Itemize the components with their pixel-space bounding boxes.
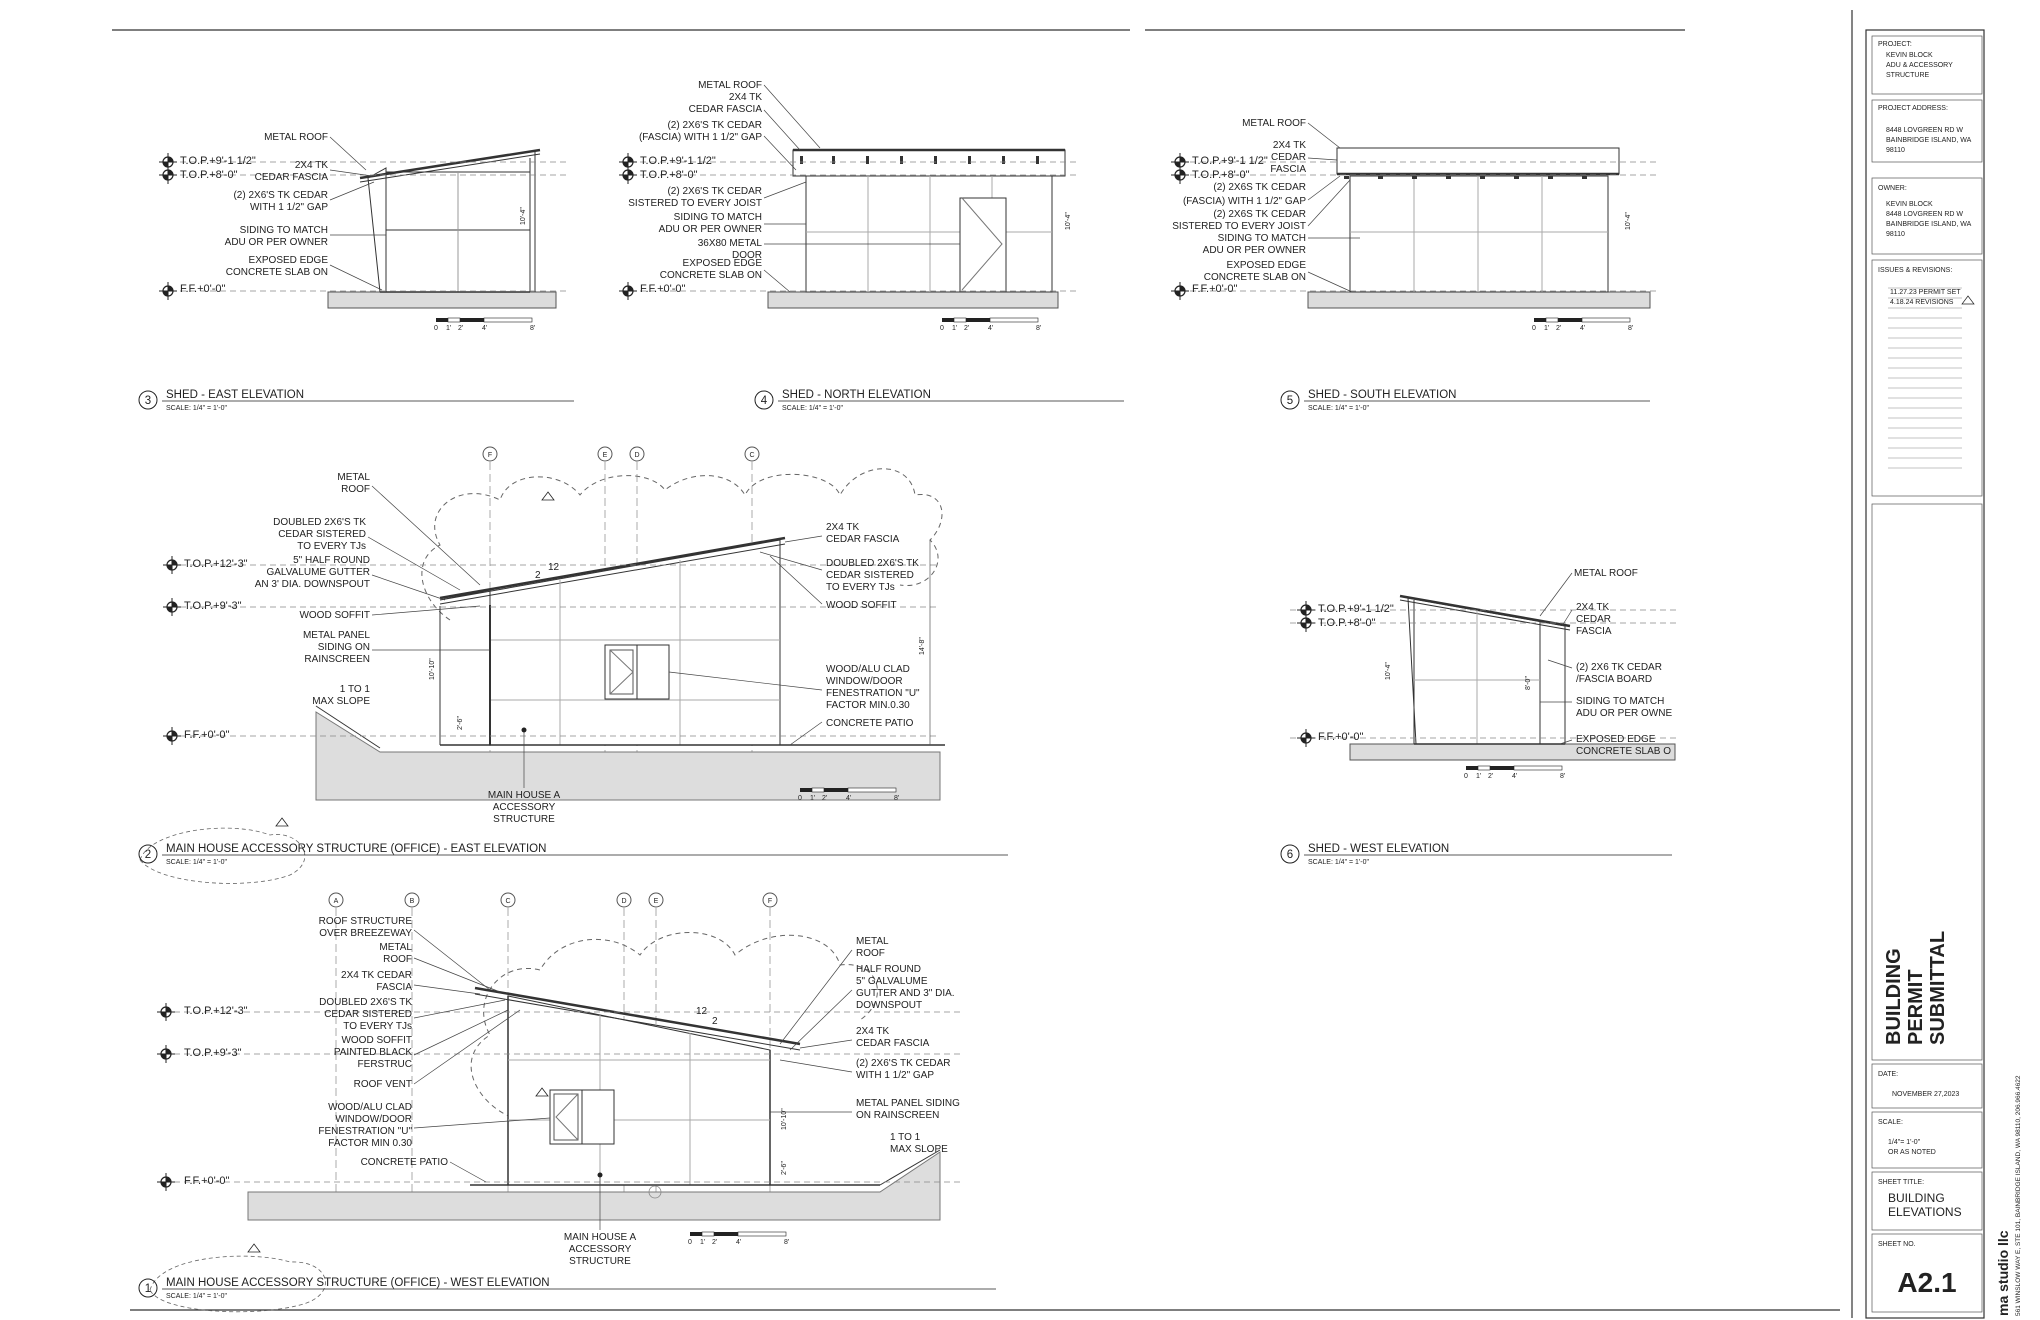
note: STRUCTURE — [493, 814, 555, 825]
dimension: 8'-0" — [1525, 676, 1532, 690]
grid-label: A — [333, 898, 339, 905]
svg-text:8': 8' — [1628, 325, 1634, 332]
dimension: 10'-4" — [1625, 212, 1632, 230]
note: STRUCTURE — [569, 1256, 631, 1267]
level-plate: T.O.P.+9'-3" — [184, 1047, 242, 1059]
note: METAL ROOF — [698, 80, 762, 91]
revision-delta-icon — [542, 492, 554, 500]
svg-text:2': 2' — [964, 325, 970, 332]
note: TO EVERY TJs — [343, 1021, 412, 1032]
view-title: SHED - WEST ELEVATION — [1308, 843, 1450, 855]
svg-text:0: 0 — [434, 325, 438, 332]
note: CEDAR FASCIA — [856, 1038, 930, 1049]
level-top: T.O.P.+9'-1 1/2" — [1318, 603, 1394, 615]
project-line: STRUCTURE — [1886, 72, 1930, 79]
scale-label: SCALE: — [1878, 1119, 1903, 1126]
note: ROOF VENT — [353, 1079, 412, 1090]
note: SIDING TO MATCH — [1576, 696, 1665, 707]
level-floor: F.F.+0'-0" — [1192, 283, 1238, 295]
note: (2) 2X6'S TK CEDAR — [667, 186, 762, 197]
note: SIDING TO MATCH — [239, 225, 328, 236]
note: 2X4 TK — [856, 1026, 890, 1037]
scale-bar — [434, 318, 535, 332]
view-scale: SCALE: 1/4" = 1'-0" — [166, 405, 227, 412]
note: (2) 2X6S TK CEDAR — [1213, 182, 1306, 193]
scale-bar — [688, 1232, 789, 1246]
sheet-title: ELEVATIONS — [1888, 1205, 1962, 1219]
note: TO EVERY TJs — [826, 582, 895, 593]
view-number: 3 — [144, 395, 152, 407]
view-number: 2 — [144, 849, 152, 861]
scale-bar — [1532, 318, 1633, 332]
svg-text:0: 0 — [1532, 325, 1536, 332]
note: GALVALUME GUTTER — [266, 567, 370, 578]
svg-text:8': 8' — [530, 325, 536, 332]
note: METAL ROOF — [1574, 568, 1638, 579]
issue-entry: 4.18.24 REVISIONS — [1890, 299, 1954, 306]
note: EXPOSED EDGE — [248, 255, 328, 266]
svg-text:1': 1' — [700, 1239, 706, 1246]
owner-line: 8448 LOVGREEN RD W — [1886, 211, 1964, 218]
note: CEDAR SISTERED — [324, 1009, 412, 1020]
view-3-shed-east-elevation — [139, 132, 574, 412]
svg-text:1': 1' — [810, 795, 816, 802]
scale-bar — [1464, 766, 1565, 780]
title-block — [1866, 30, 2022, 1318]
scale-value: OR AS NOTED — [1888, 1149, 1936, 1156]
view-title: MAIN HOUSE ACCESSORY STRUCTURE (OFFICE) - EAST ELEVATION — [166, 843, 547, 855]
note: AN 3' DIA. DOWNSPOUT — [254, 579, 370, 590]
note: FENESTRATION "U" — [318, 1126, 412, 1137]
dimension: 10'-4" — [520, 207, 527, 225]
level-floor: F.F.+0'-0" — [180, 283, 226, 295]
note: SIDING TO MATCH — [673, 212, 762, 223]
note: CONCRETE PATIO — [826, 718, 914, 729]
date-value: NOVEMBER 27,2023 — [1892, 1091, 1960, 1098]
note: FACTOR MIN.0.30 — [826, 700, 910, 711]
project-line: ADU & ACCESSORY — [1886, 62, 1953, 69]
grid-label: C — [749, 452, 755, 459]
svg-text:8': 8' — [1036, 325, 1042, 332]
dimension: 2'-6" — [781, 1161, 788, 1175]
note: FASCIA — [1270, 164, 1306, 175]
note: DOUBLED 2X6'S TK — [319, 997, 412, 1008]
note: EXPOSED EDGE — [1576, 734, 1656, 745]
view-scale: SCALE: 1/4" = 1'-0" — [1308, 405, 1369, 412]
slope-rise: 12 — [696, 1006, 708, 1017]
owner-line: 98110 — [1886, 231, 1905, 238]
grid-label: C — [505, 898, 511, 905]
submittal-line: BUILDING — [1883, 948, 1905, 1045]
note: OVER BREEZEWAY — [319, 928, 412, 939]
note: FASCIA — [1576, 626, 1612, 637]
note: METAL ROOF — [264, 132, 328, 143]
firm-name: ma studio llc — [1995, 1230, 2011, 1316]
note: 2X4 TK — [728, 92, 762, 103]
svg-text:1': 1' — [446, 325, 452, 332]
note: PAINTED BLACK — [333, 1047, 412, 1058]
level-floor: F.F.+0'-0" — [184, 1175, 230, 1187]
note: (2) 2X6S TK CEDAR — [1213, 209, 1306, 220]
note: CONCRETE SLAB ON — [225, 267, 328, 278]
note: METAL PANEL — [302, 630, 370, 641]
view-1-office-west-elevation — [139, 893, 996, 1312]
note: MAIN HOUSE A — [487, 790, 561, 801]
grid-label: B — [409, 898, 415, 905]
dimension: 10'-10" — [429, 658, 436, 680]
level-plate: T.O.P.+8'-0" — [180, 169, 238, 181]
svg-text:4': 4' — [482, 325, 488, 332]
note: ADU OR PER OWNER — [1202, 245, 1306, 256]
note: CEDAR FASCIA — [254, 172, 328, 183]
view-6-shed-west-elevation — [1281, 568, 1680, 866]
view-4-shed-north-elevation — [619, 80, 1124, 412]
address-label: PROJECT ADDRESS: — [1878, 105, 1948, 112]
grid-label: F — [487, 452, 493, 459]
svg-text:8': 8' — [894, 795, 900, 802]
note: FASCIA — [376, 982, 412, 993]
view-title: SHED - SOUTH ELEVATION — [1308, 389, 1457, 401]
note: SIDING TO MATCH — [1217, 233, 1306, 244]
sheet-no-label: SHEET NO. — [1878, 1241, 1916, 1248]
note: DOUBLED 2X6'S TK — [826, 558, 919, 569]
svg-text:4': 4' — [846, 795, 852, 802]
level-top: T.O.P.+12'-3" — [184, 558, 248, 570]
note: GUTTER AND 3" DIA. — [856, 988, 955, 999]
note: WOOD SOFFIT — [341, 1035, 412, 1046]
view-number: 5 — [1286, 395, 1294, 407]
note: CEDAR SISTERED — [826, 570, 914, 581]
grid-label: E — [602, 452, 608, 459]
note: ROOF — [383, 954, 412, 965]
svg-text:0: 0 — [1464, 773, 1468, 780]
owner-label: OWNER: — [1878, 185, 1907, 192]
view-scale: SCALE: 1/4" = 1'-0" — [166, 859, 227, 866]
level-floor: F.F.+0'-0" — [184, 729, 230, 741]
note: 5" HALF ROUND — [293, 555, 370, 566]
svg-text:1': 1' — [1476, 773, 1482, 780]
scale-value: 1/4"= 1'-0" — [1888, 1139, 1921, 1146]
svg-text:0: 0 — [688, 1239, 692, 1246]
level-floor: F.F.+0'-0" — [1318, 731, 1364, 743]
note: EXPOSED EDGE — [682, 258, 762, 269]
slope-rise: 12 — [548, 562, 560, 573]
view-title: SHED - EAST ELEVATION — [166, 389, 305, 401]
note: 2X4 TK — [1576, 602, 1610, 613]
svg-text:4': 4' — [1512, 773, 1518, 780]
note: (2) 2X6'S TK CEDAR — [233, 190, 328, 201]
note: CEDAR — [1576, 614, 1612, 625]
submittal-line: PERMIT — [1905, 969, 1927, 1045]
note: WINDOW/DOOR — [826, 676, 903, 687]
scale-bar — [940, 318, 1041, 332]
sheet-number: A2.1 — [1897, 1267, 1957, 1298]
grid-label: F — [767, 898, 773, 905]
date-label: DATE: — [1878, 1071, 1899, 1078]
note: 5" GALVALUME — [856, 976, 928, 987]
project-label: PROJECT: — [1878, 41, 1912, 48]
note: ROOF — [856, 948, 885, 959]
note: RAINSCREEN — [304, 654, 370, 665]
note: METAL — [856, 936, 889, 947]
note: ON RAINSCREEN — [856, 1110, 940, 1121]
note: FENESTRATION "U" — [826, 688, 920, 699]
note: TO EVERY TJs — [297, 541, 366, 552]
view-title: MAIN HOUSE ACCESSORY STRUCTURE (OFFICE) - WEST ELEVATION — [166, 1277, 550, 1289]
level-top: T.O.P.+9'-1 1/2" — [180, 155, 256, 167]
view-number: 6 — [1286, 849, 1294, 861]
owner-line: KEVIN BLOCK — [1886, 201, 1933, 208]
view-2-office-east-elevation — [139, 447, 1008, 883]
note: ROOF — [341, 484, 370, 495]
svg-text:1': 1' — [1544, 325, 1550, 332]
svg-text:4': 4' — [736, 1239, 742, 1246]
level-plate: T.O.P.+8'-0" — [640, 169, 698, 181]
note: METAL ROOF — [1242, 118, 1306, 129]
note: DOWNSPOUT — [856, 1000, 923, 1011]
sheet-title-label: SHEET TITLE: — [1878, 1179, 1925, 1186]
address-line: BAINBRIDGE ISLAND, WA — [1886, 137, 1972, 144]
note: (2) 2X6 TK CEDAR — [1576, 662, 1662, 673]
view-number: 1 — [144, 1283, 152, 1295]
dimension: 10'-4" — [1065, 212, 1072, 230]
note: ADU OR PER OWNE — [1576, 708, 1673, 719]
note: WOOD/ALU CLAD — [328, 1102, 412, 1113]
owner-line: BAINBRIDGE ISLAND, WA — [1886, 221, 1972, 228]
note: SIDING ON — [317, 642, 370, 653]
svg-text:4': 4' — [1580, 325, 1586, 332]
issue-entry: 11.27.23 PERMIT SET — [1890, 289, 1961, 296]
note: 2X4 TK — [294, 160, 328, 171]
svg-text:8': 8' — [784, 1239, 790, 1246]
project-line: KEVIN BLOCK — [1886, 52, 1933, 59]
note: 2X4 TK — [826, 522, 860, 533]
dimension: 10'-10" — [781, 1108, 788, 1130]
note: METAL PANEL SIDING — [856, 1098, 960, 1109]
note: WOOD SOFFIT — [299, 610, 370, 621]
note: ACCESSORY — [568, 1244, 632, 1255]
svg-text:4': 4' — [988, 325, 994, 332]
note: CEDAR SISTERED — [278, 529, 366, 540]
note: DOUBLED 2X6'S TK — [273, 517, 366, 528]
grid-label: E — [653, 898, 659, 905]
view-number: 4 — [760, 395, 768, 407]
level-plate: T.O.P.+9'-3" — [184, 600, 242, 612]
address-line: 8448 LOVGREEN RD W — [1886, 127, 1964, 134]
note: CEDAR FASCIA — [688, 104, 762, 115]
revision-delta-icon — [1962, 296, 1974, 304]
dimension: 14'-8" — [919, 637, 926, 655]
svg-text:2': 2' — [1556, 325, 1562, 332]
note: WOOD SOFFIT — [826, 600, 897, 611]
note: WINDOW/DOOR — [335, 1114, 412, 1125]
grid-label: D — [621, 898, 627, 905]
note: CONCRETE SLAB ON — [659, 270, 762, 281]
note: HALF ROUND — [856, 964, 922, 975]
note: SISTERED TO EVERY JOIST — [1172, 221, 1306, 232]
note: CONCRETE SLAB ON — [1203, 272, 1306, 283]
note: MAX SLOPE — [890, 1144, 948, 1155]
dimension: 10'-4" — [1385, 662, 1392, 680]
note: (FASCIA) WITH 1 1/2" GAP — [1182, 196, 1306, 207]
note: WITH 1 1/2" GAP — [249, 202, 328, 213]
level-top: T.O.P.+12'-3" — [184, 1005, 248, 1017]
svg-text:2': 2' — [712, 1239, 718, 1246]
svg-text:2': 2' — [822, 795, 828, 802]
note: ACCESSORY — [492, 802, 556, 813]
svg-text:0: 0 — [940, 325, 944, 332]
view-scale: SCALE: 1/4" = 1'-0" — [1308, 859, 1369, 866]
note: FACTOR MIN 0.30 — [328, 1138, 412, 1149]
note: CONCRETE SLAB O — [1576, 746, 1672, 757]
dimension: 2'-6" — [457, 716, 464, 730]
note: ADU OR PER OWNER — [224, 237, 328, 248]
note: METAL — [337, 472, 370, 483]
note: 2X4 TK — [1272, 140, 1306, 151]
note: MAIN HOUSE A — [563, 1232, 637, 1243]
issues-label: ISSUES & REVISIONS: — [1878, 267, 1953, 274]
note: CEDAR FASCIA — [826, 534, 900, 545]
level-plate: T.O.P.+8'-0" — [1192, 169, 1250, 181]
address-line: 98110 — [1886, 147, 1905, 154]
note: /FASCIA BOARD — [1576, 674, 1653, 685]
view-5-shed-south-elevation — [1171, 118, 1660, 412]
svg-text:0: 0 — [798, 795, 802, 802]
note: 2X4 TK CEDAR — [341, 970, 412, 981]
level-plate: T.O.P.+8'-0" — [1318, 617, 1376, 629]
svg-text:8': 8' — [1560, 773, 1566, 780]
grid-label: D — [634, 452, 640, 459]
note: (FASCIA) WITH 1 1/2" GAP — [638, 132, 762, 143]
slope-run: 2 — [535, 570, 541, 581]
sheet-title: BUILDING — [1888, 1191, 1945, 1205]
level-top: T.O.P.+9'-1 1/2" — [640, 155, 716, 167]
note: METAL — [379, 942, 412, 953]
level-top: T.O.P.+9'-1 1/2" — [1192, 155, 1268, 167]
note: 1 TO 1 — [339, 684, 370, 695]
level-floor: F.F.+0'-0" — [640, 283, 686, 295]
note: WITH 1 1/2" GAP — [856, 1070, 935, 1081]
svg-text:2': 2' — [1488, 773, 1494, 780]
note: SISTERED TO EVERY JOIST — [628, 198, 762, 209]
view-scale: SCALE: 1/4" = 1'-0" — [166, 1293, 227, 1300]
note: ROOF STRUCTURE — [318, 916, 412, 927]
note: (2) 2X6'S TK CEDAR — [667, 120, 762, 131]
slope-run: 2 — [712, 1016, 718, 1027]
note: (2) 2X6'S TK CEDAR — [856, 1058, 951, 1069]
view-title: SHED - NORTH ELEVATION — [782, 389, 931, 401]
note: WOOD/ALU CLAD — [826, 664, 910, 675]
note: EXPOSED EDGE — [1226, 260, 1306, 271]
note: ADU OR PER OWNER — [658, 224, 762, 235]
note: 36X80 METAL — [697, 238, 762, 249]
note: CONCRETE PATIO — [360, 1157, 448, 1168]
submittal-line: SUBMITTAL — [1927, 930, 1949, 1045]
svg-text:2': 2' — [458, 325, 464, 332]
note: MAX SLOPE — [312, 696, 370, 707]
svg-text:1': 1' — [952, 325, 958, 332]
firm-address: 561 WINSLOW WAY E, STE 101, BAINBRIDGE ISLAND, WA 98110, 206.966.4622 — [2015, 1075, 2022, 1316]
note: CEDAR — [1270, 152, 1306, 163]
note: DOOR — [732, 250, 762, 261]
view-scale: SCALE: 1/4" = 1'-0" — [782, 405, 843, 412]
note: FERSTRUC — [357, 1059, 412, 1070]
note: 1 TO 1 — [890, 1132, 921, 1143]
